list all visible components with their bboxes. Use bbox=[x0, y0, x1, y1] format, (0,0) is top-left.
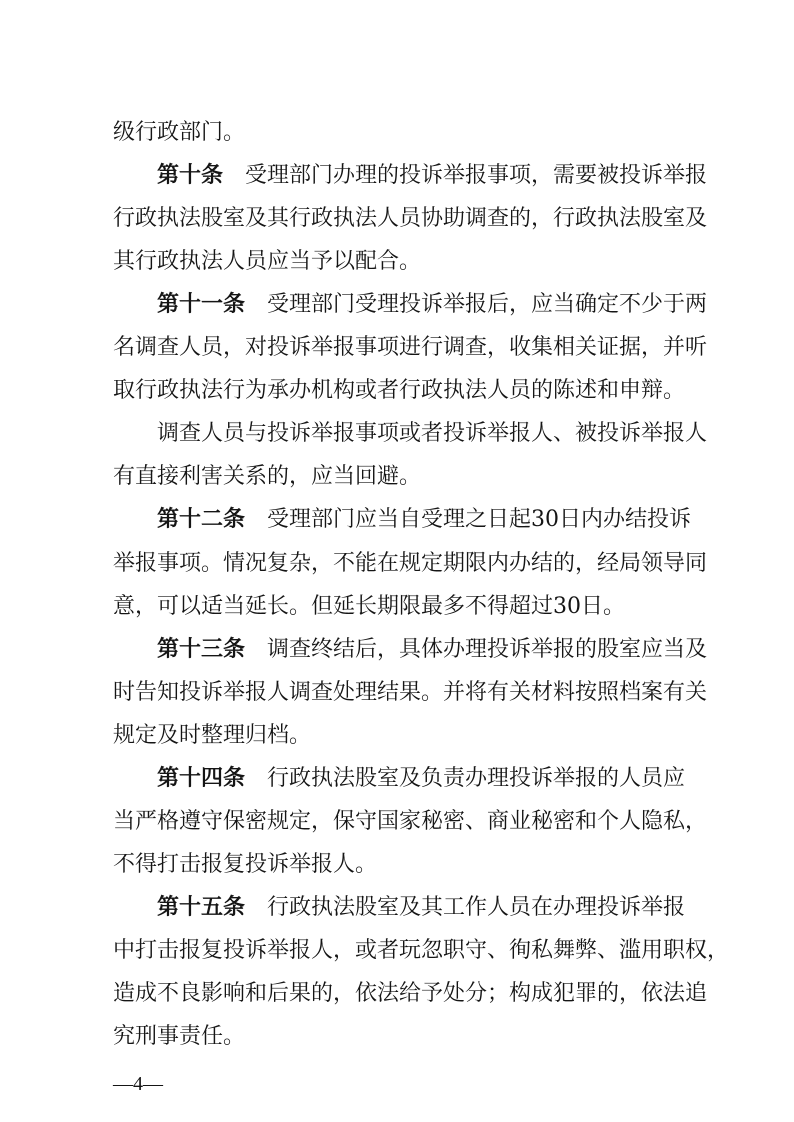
article-14-first-line bbox=[157, 764, 685, 794]
article-12-line-0: 受理部门应当自受理之日起30日内办结投诉 bbox=[267, 507, 692, 533]
article-15-first-line bbox=[157, 893, 685, 923]
paragraph-3-line-1: 有直接利害关系的，应当回避。 bbox=[113, 464, 422, 490]
article-10-heading: 第十条 bbox=[157, 163, 224, 188]
article-15-line-3: 究刑事责任。 bbox=[113, 1024, 246, 1049]
article-13-line-1: 时告知投诉举报人调查处理结果。并将有关材料按照档案有关 bbox=[113, 679, 708, 705]
article-13-first-line bbox=[157, 635, 708, 665]
article-10-first-line bbox=[157, 161, 708, 191]
article-13-line-2: 规定及时整理归档。 bbox=[113, 722, 312, 748]
article-14-line-2: 不得打击报复投诉举报人。 bbox=[113, 851, 378, 877]
page-number: —4— bbox=[113, 1073, 163, 1095]
paragraph-0-line-0: 级行政部门。 bbox=[113, 120, 246, 145]
article-11-line-0: 受理部门受理投诉举报后，应当确定不少于两 bbox=[267, 292, 708, 318]
article-15-line-2: 造成不良影响和后果的，依法给予处分；构成犯罪的，依法追 bbox=[113, 981, 708, 1006]
article-11-line-2: 取行政执法行为承办机构或者行政执法人员的陈述和申辩。 bbox=[113, 378, 686, 404]
article-15-line-1: 中打击报复投诉举报人，或者玩忽职守、徇私舞弊、滥用职权， bbox=[113, 937, 730, 963]
article-10-line-1: 行政执法股室及其行政执法人员协助调查的，行政执法股室及 bbox=[113, 206, 708, 232]
article-12-line-2: 意，可以适当延长。但延长期限最多不得超过30日。 bbox=[113, 593, 625, 619]
article-15-heading: 第十五条 bbox=[157, 894, 246, 920]
article-14-heading: 第十四条 bbox=[157, 765, 246, 791]
article-13-line-0: 调查终结后，具体办理投诉举报的股室应当及 bbox=[267, 636, 708, 662]
article-12-first-line bbox=[157, 505, 692, 535]
article-12-heading: 第十二条 bbox=[157, 507, 246, 533]
article-14-line-0: 行政执法股室及负责办理投诉举报的人员应 bbox=[267, 765, 686, 791]
article-12-line-1: 举报事项。情况复杂，不能在规定期限内办结的，经局领导同 bbox=[113, 550, 708, 576]
article-13-heading: 第十三条 bbox=[157, 636, 246, 662]
article-11-line-1: 名调查人员，对投诉举报事项进行调查，收集相关证据，并听 bbox=[113, 335, 708, 361]
article-14-line-1: 当严格遵守保密规定，保守国家秘密、商业秘密和个人隐私， bbox=[113, 808, 708, 834]
article-15-line-0: 行政执法股室及其工作人员在办理投诉举报 bbox=[267, 894, 686, 920]
article-10-line-2: 其行政执法人员应当予以配合。 bbox=[113, 249, 422, 275]
article-11-heading: 第十一条 bbox=[157, 292, 246, 318]
article-10-line-0: 受理部门办理的投诉举报事项，需要被投诉举报 bbox=[245, 163, 708, 188]
article-11-first-line bbox=[157, 290, 708, 320]
paragraph-3-line-0: 调查人员与投诉举报事项或者投诉举报人、被投诉举报人 bbox=[157, 421, 708, 447]
